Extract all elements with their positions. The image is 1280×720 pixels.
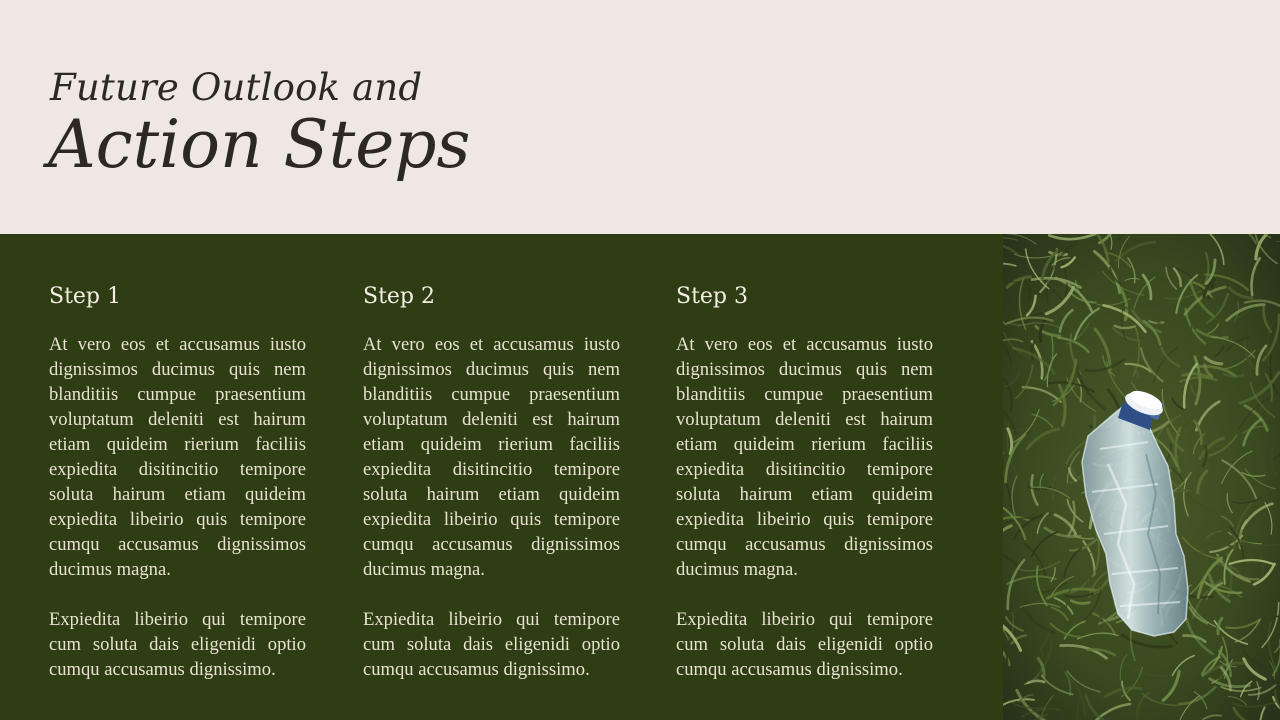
step-1 [49,282,306,682]
title-line-2: Action Steps [48,106,471,183]
step-paragraph: Expiedita libeirio qui temipore cum soluta dais eligenidi optio cumqu accusamus dignissimo. [49,609,306,680]
steps-panel [0,234,1003,720]
plastic-bottle-on-grass-image [1003,234,1280,720]
title-line-1: Future Outlook and [50,66,423,109]
step-paragraph: Expiedita libeirio qui temipore cum soluta dais eligenidi optio cumqu accusamus dignissimo. [676,609,933,680]
header [0,0,1280,234]
step-paragraph: Expiedita libeirio qui temipore cum soluta dais eligenidi optio cumqu accusamus dignissimo. [363,609,620,680]
step-2 [363,282,620,682]
step-3 [676,282,933,682]
step-title: Step 1 [49,284,122,309]
step-title: Step 2 [363,284,436,309]
step-paragraph: At vero eos et accusamus iusto dignissimos ducimus quis nem blanditiis cumpue praesentium voluptatum deleniti est hairum etiam quideim rierium faciliis expiedita disitincitio temipore soluta hairum etiam quideim expiedita libeirio quis temipore cumqu accusamus dignissimos ducimus magna. [676,334,933,580]
step-paragraph: At vero eos et accusamus iusto dignissimos ducimus quis nem blanditiis cumpue praesentium voluptatum deleniti est hairum etiam quideim rierium faciliis expiedita disitincitio temipore soluta hairum etiam quideim expiedita libeirio quis temipore cumqu accusamus dignissimos ducimus magna. [363,334,620,580]
step-title: Step 3 [676,284,749,309]
step-paragraph: At vero eos et accusamus iusto dignissimos ducimus quis nem blanditiis cumpue praesentium voluptatum deleniti est hairum etiam quideim rierium faciliis expiedita disitincitio temipore soluta hairum etiam quideim expiedita libeirio quis temipore cumqu accusamus dignissimos ducimus magna. [49,334,306,580]
